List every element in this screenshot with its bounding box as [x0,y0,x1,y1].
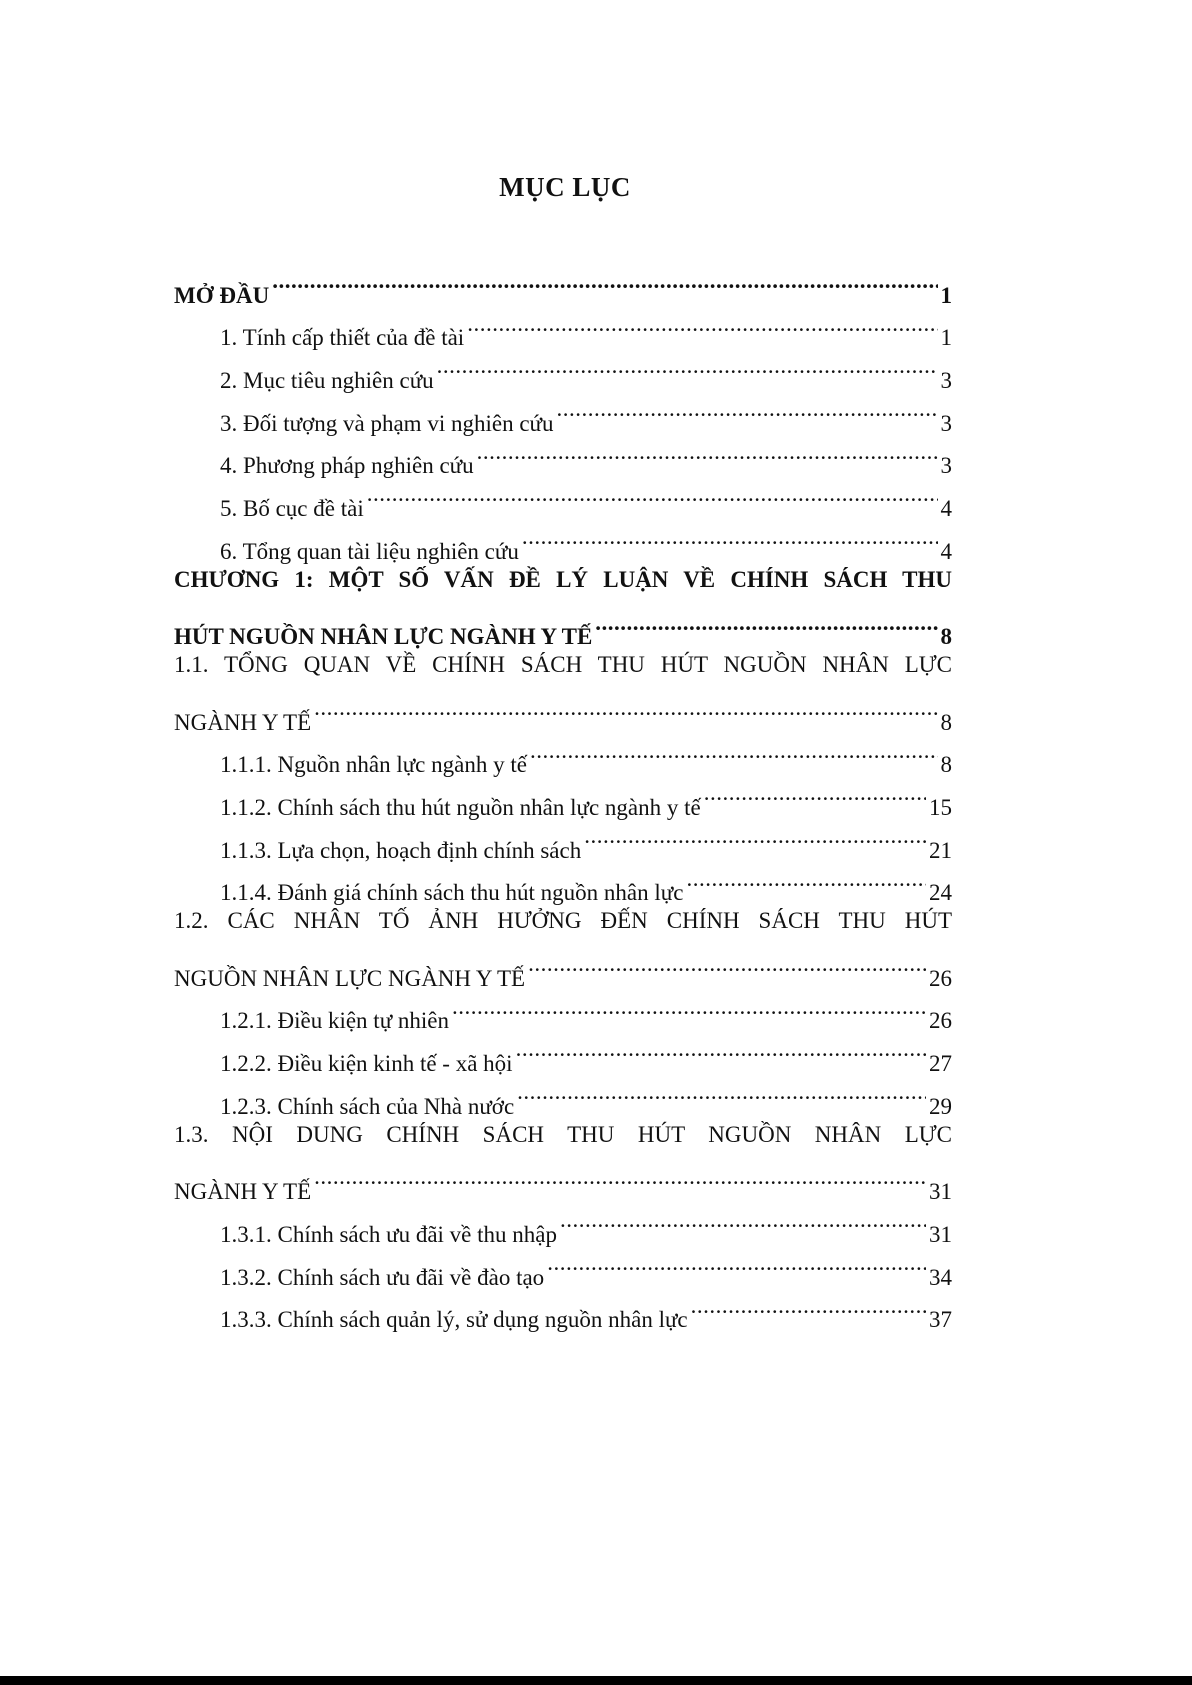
dot-leader [467,303,937,346]
toc-entry-heading-line: 1.1. TỔNG QUAN VỀ CHÍNH SÁCH THU HÚT NGUỒN NHÂN LỰC [174,652,952,678]
toc-entry-label: 1.3.2. Chính sách ưu đãi về đào tạo [220,1264,545,1290]
dot-leader [437,345,938,388]
toc-entry-heading-line: 1.2. CÁC NHÂN TỐ ẢNH HƯỞNG ĐẾN CHÍNH SÁCH THU HÚT [174,908,952,934]
toc-entry-label: 1.3.1. Chính sách ưu đãi về thu nhập [220,1221,557,1247]
dot-leader [530,730,938,773]
toc-entry-heading-last-line [174,1156,952,1205]
toc-entry-label: NGUỒN NHÂN LỰC NGÀNH Y TẾ [174,965,526,991]
toc-entry-label: 1.1.2. Chính sách thu hút nguồn nhân lực ngành y tế [220,794,701,820]
dot-leader [584,815,926,858]
toc-page-number: 3 [940,368,952,394]
toc-page-number: 26 [929,1008,952,1034]
toc-entry-chuong-1[interactable] [174,559,952,650]
toc-entry-label: 1. Tính cấp thiết của đề tài [220,325,465,351]
toc-page-number: 15 [929,794,952,820]
dot-leader [691,1285,926,1328]
dot-leader [452,986,926,1029]
toc-entry-heading-last-line [174,602,952,650]
toc-entry-label: 1.2.2. Điều kiện kinh tế - xã hội [220,1051,513,1077]
toc-page-number: 34 [929,1264,952,1290]
toc-page-number: 8 [940,624,952,650]
dot-leader [314,1156,926,1199]
dot-leader [528,943,926,986]
dot-leader [557,388,938,431]
toc-entry-label: 6. Tổng quan tài liệu nghiên cứu [220,538,519,564]
toc-page-number: 3 [940,410,952,436]
toc-page-number: 31 [929,1179,952,1205]
dot-leader [704,772,926,815]
toc-page-number: 1 [940,282,952,308]
toc-entry-heading-last-line [174,687,952,735]
toc-entry-1-2[interactable] [174,900,952,991]
toc-title: MỤC LỤC [499,172,631,202]
toc-entry-label: 4. Phương pháp nghiên cứu [220,453,474,479]
dot-leader [367,473,938,516]
toc-entry-label: 1.2.3. Chính sách của Nhà nước [220,1093,515,1119]
toc-page-number: 4 [940,538,952,564]
dot-leader [314,687,937,730]
toc-entry-mo-dau[interactable] [174,260,952,308]
dot-leader [517,1071,926,1114]
toc-page-number: 31 [929,1221,952,1247]
dot-leader [686,858,926,901]
toc-entry-label: 3. Đối tượng và phạm vi nghiên cứu [220,410,554,436]
toc-entry-label: 1.1.4. Đánh giá chính sách thu hút nguồn nhân lực [220,880,684,906]
toc-entry-heading-line: 1.3. NỘI DUNG CHÍNH SÁCH THU HÚT NGUỒN NHÂN LỰC [174,1121,952,1147]
toc-entry-label: 1.3.3. Chính sách quản lý, sử dụng nguồn nhân lực [220,1307,688,1333]
toc-entry-label: MỞ ĐẦU [174,282,270,308]
toc-entry-heading-line: CHƯƠNG 1: MỘT SỐ VẤN ĐỀ LÝ LUẬN VỀ CHÍNH SÁCH THU [174,566,952,592]
toc-entry-label: 2. Mục tiêu nghiên cứu [220,368,434,394]
toc-page-number: 1 [940,325,952,351]
dot-leader [516,1028,926,1071]
toc-page-number: 8 [940,709,952,735]
toc-entry-label: 1.2.1. Điều kiện tự nhiên [220,1008,450,1034]
toc-entry-label: 1.1.3. Lựa chọn, hoạch định chính sách [220,837,582,863]
toc-entry-label: NGÀNH Y TẾ [174,1179,312,1205]
bottom-edge-bar [0,1676,1192,1685]
toc-page-number: 3 [940,453,952,479]
table-of-contents [174,260,952,1333]
toc-page-number: 37 [929,1307,952,1333]
toc-page-number: 21 [929,837,952,863]
dot-leader [477,431,938,474]
toc-entry-label: 5. Bố cục đề tài [220,496,364,522]
toc-entry-1-3[interactable] [174,1114,952,1205]
toc-entry-label: HÚT NGUỒN NHÂN LỰC NGÀNH Y TẾ [174,624,593,650]
dot-leader [272,260,937,303]
dot-leader [547,1242,926,1285]
toc-page-number: 29 [929,1093,952,1119]
toc-page-number: 26 [929,965,952,991]
toc-entry-1[interactable] [174,303,952,351]
toc-entry-1-1[interactable] [174,644,952,735]
toc-page-number: 8 [940,752,952,778]
toc-entry-label: NGÀNH Y TẾ [174,709,312,735]
toc-page-number: 24 [929,880,952,906]
dot-leader [522,516,938,559]
toc-entry-heading-last-line [174,943,952,991]
toc-page-number: 27 [929,1051,952,1077]
dot-leader [560,1199,926,1242]
toc-page-number: 4 [940,496,952,522]
toc-entry-label: 1.1.1. Nguồn nhân lực ngành y tế [220,752,527,778]
dot-leader [595,602,937,645]
